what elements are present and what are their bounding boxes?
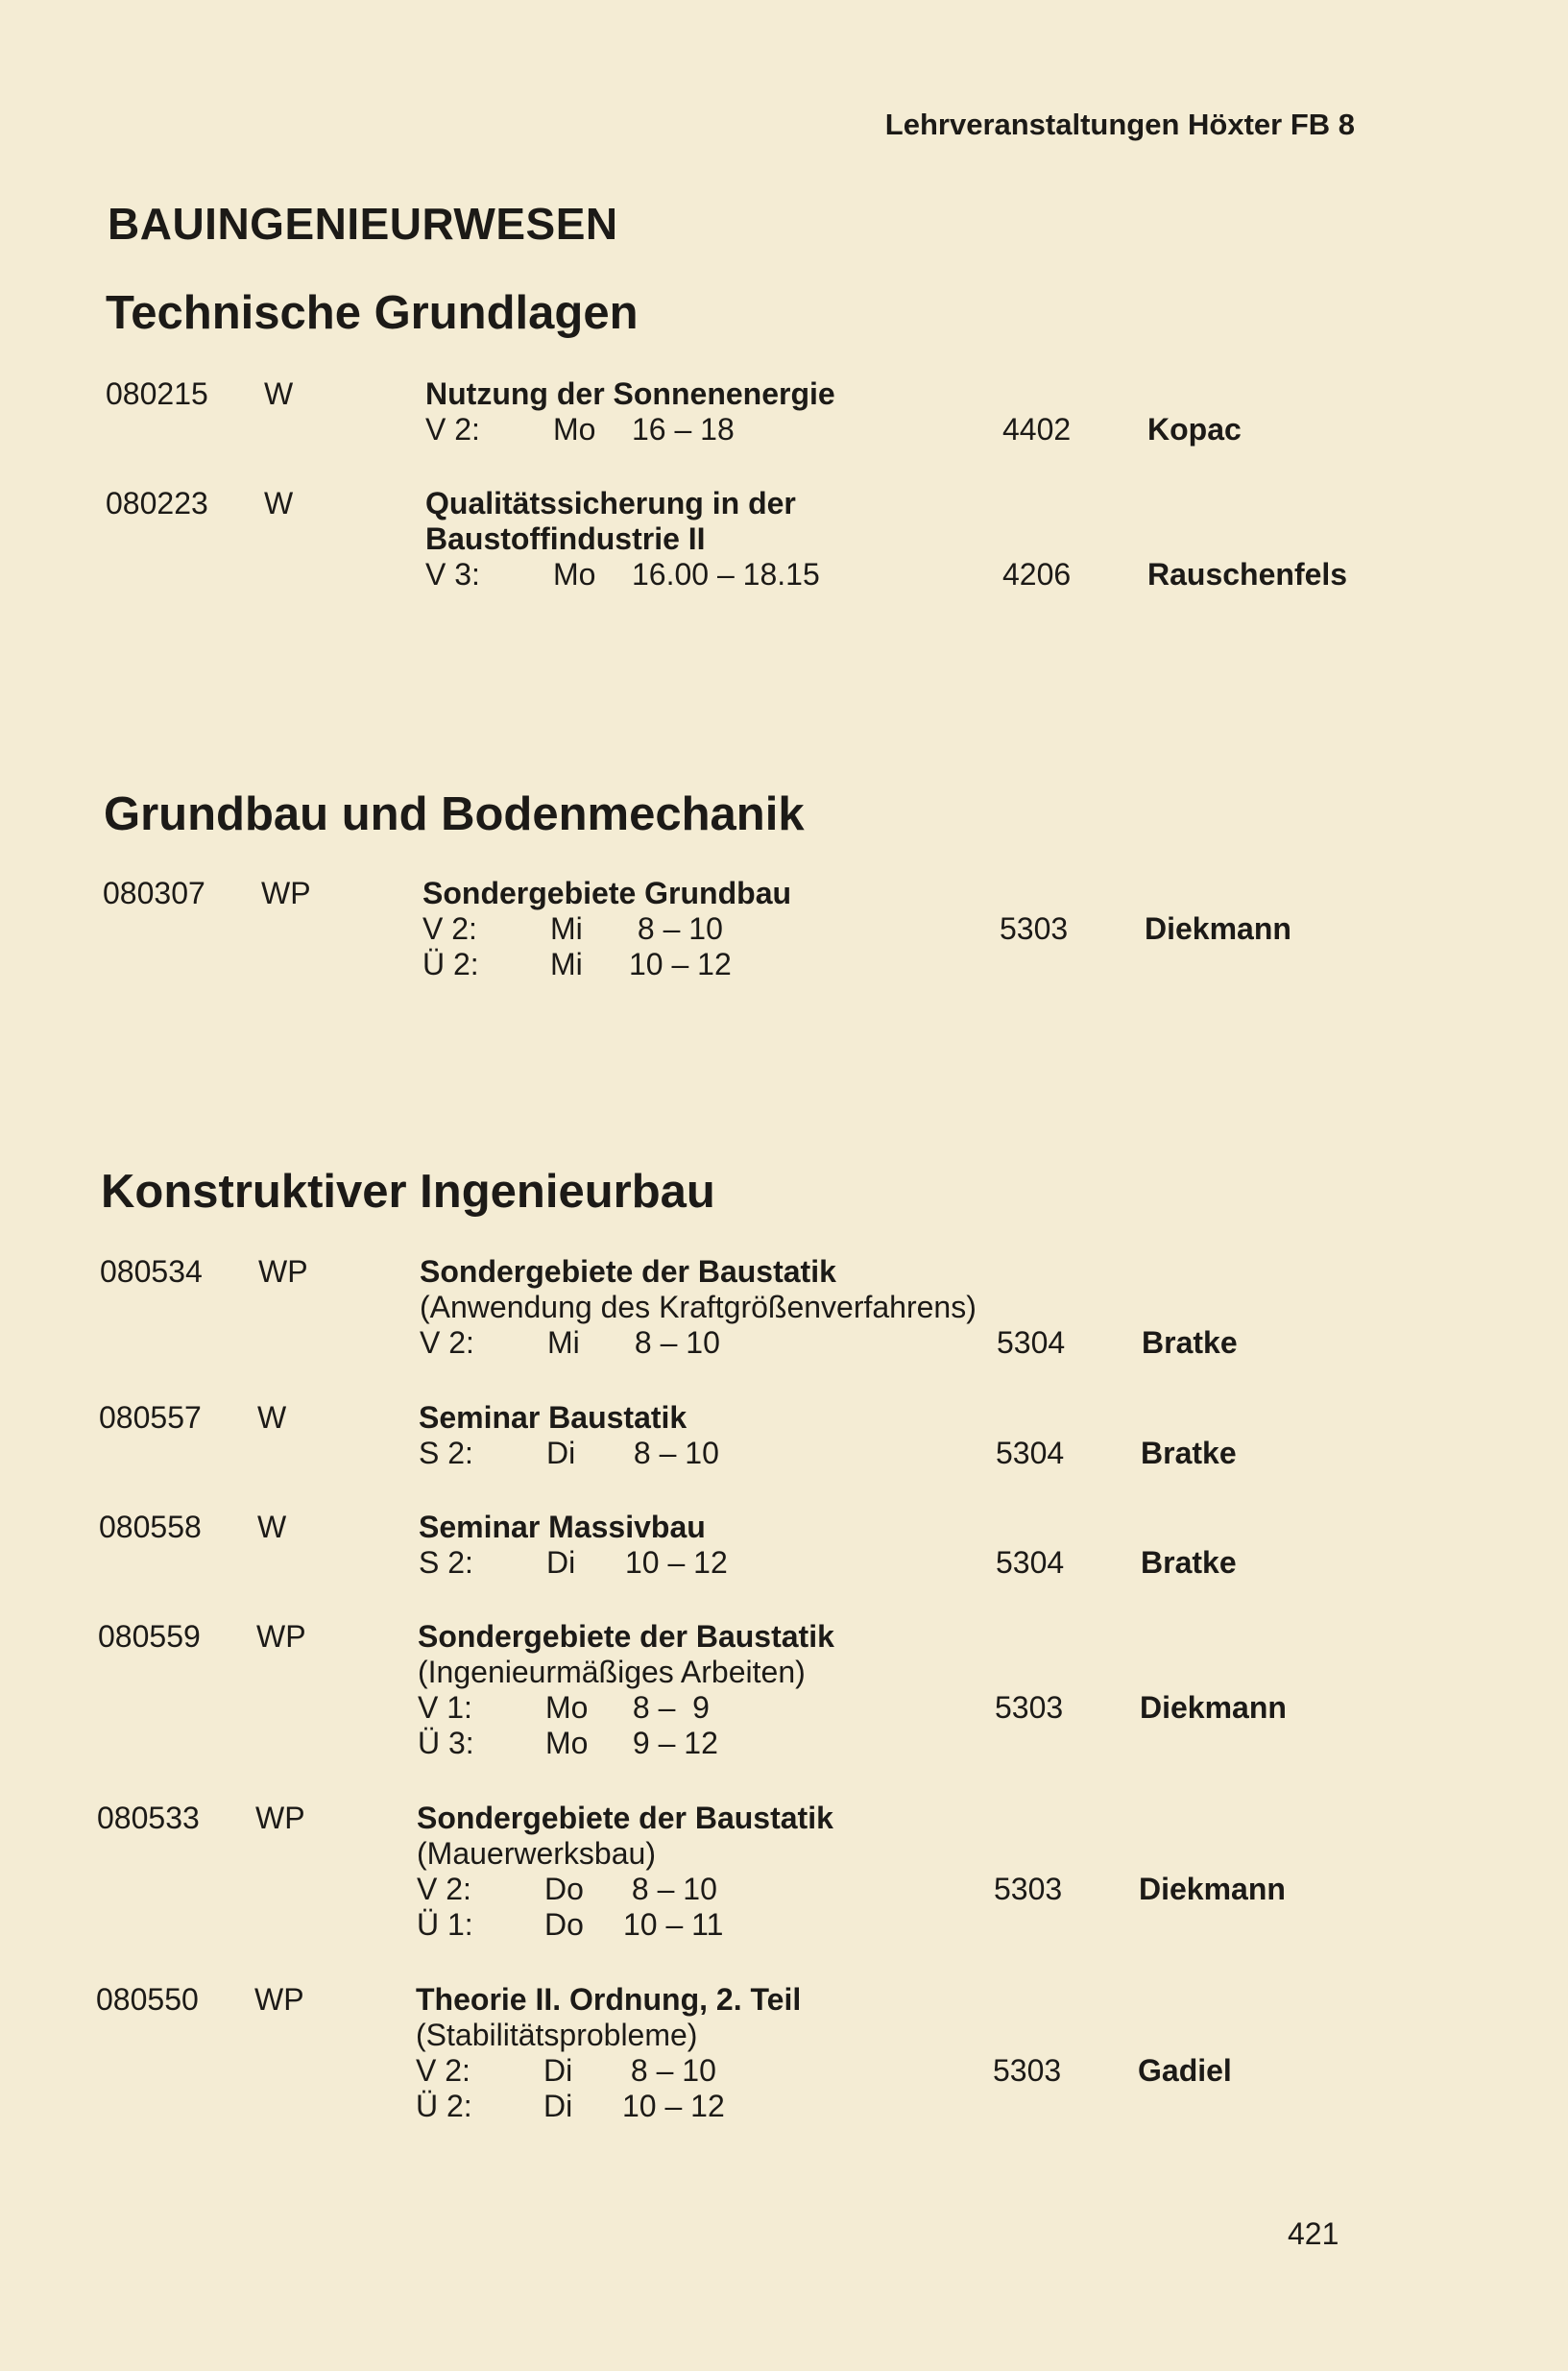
schedule-time: 8 – 10 <box>623 1872 717 1906</box>
course-entry <box>97 1801 1384 1973</box>
course-description <box>425 376 835 448</box>
schedule-time: 10 – 12 <box>629 947 732 981</box>
course-type: WP <box>258 1254 308 1289</box>
course-title: Theorie II. Ordnung, 2. Teil <box>416 1982 802 2017</box>
schedule-kind: Ü 1: <box>417 1907 473 1942</box>
schedule-day: Do <box>544 1872 584 1906</box>
course-description <box>420 1254 977 1361</box>
course-lecturer: Bratke <box>1141 1545 1237 1580</box>
schedule-time: 8 – 10 <box>629 911 723 946</box>
course-description <box>422 876 791 982</box>
schedule-row <box>417 1872 833 1907</box>
schedule-day: Mi <box>550 911 583 946</box>
schedule-row <box>419 1436 719 1471</box>
section-title-technische-grundlagen: Technische Grundlagen <box>106 287 639 339</box>
schedule-time: 8 – 10 <box>626 1325 720 1360</box>
course-lecturer: Bratke <box>1142 1325 1238 1360</box>
schedule-time: 10 – 12 <box>622 2089 725 2123</box>
course-lecturer: Diekmann <box>1139 1872 1286 1906</box>
course-title: Seminar Baustatik <box>419 1400 688 1435</box>
schedule-time: 8 – 10 <box>625 1436 719 1470</box>
schedule-kind: S 2: <box>419 1436 473 1470</box>
schedule-row <box>416 2089 801 2124</box>
schedule-day: Mi <box>547 1325 580 1360</box>
course-title: Baustoffindustrie II <box>425 521 706 556</box>
schedule-day: Mo <box>553 412 596 447</box>
schedule-time: 10 – 11 <box>623 1907 724 1942</box>
course-entry <box>96 1982 1383 2155</box>
schedule-kind: V 3: <box>425 557 480 592</box>
schedule-kind: V 2: <box>417 1872 471 1906</box>
course-title: Sondergebiete der Baustatik <box>420 1254 836 1289</box>
course-room: 5304 <box>996 1436 1065 1470</box>
schedule-row <box>418 1726 834 1761</box>
schedule-kind: S 2: <box>419 1545 473 1580</box>
schedule-kind: V 1: <box>418 1690 472 1725</box>
schedule-kind: Ü 2: <box>422 947 479 981</box>
course-lecturer: Bratke <box>1141 1436 1237 1470</box>
course-subtitle: (Ingenieurmäßiges Arbeiten) <box>418 1655 806 1689</box>
schedule-day: Do <box>544 1907 584 1942</box>
schedule-day: Di <box>543 2089 573 2123</box>
course-number: 080559 <box>98 1619 201 1654</box>
course-subtitle: (Stabilitätsprobleme) <box>416 2018 698 2052</box>
schedule-row <box>418 1690 834 1726</box>
course-number: 080307 <box>103 876 205 910</box>
schedule-kind: V 2: <box>425 412 480 447</box>
course-lecturer: Kopac <box>1147 412 1242 447</box>
course-type: W <box>264 376 294 411</box>
course-lecturer: Rauschenfels <box>1147 557 1348 592</box>
course-room: 4402 <box>1002 412 1072 447</box>
course-type: W <box>257 1400 287 1435</box>
schedule-row <box>425 412 835 448</box>
department-heading: BAUINGENIEURWESEN <box>108 199 618 249</box>
course-description <box>416 1982 801 2124</box>
course-type: WP <box>261 876 311 910</box>
course-entry <box>98 1619 1385 1792</box>
schedule-day: Mo <box>545 1726 589 1760</box>
course-entry <box>106 486 1392 659</box>
course-title: Qualitätssicherung in der <box>425 486 796 520</box>
schedule-row <box>422 947 791 982</box>
course-number: 080223 <box>106 486 208 520</box>
course-type: W <box>257 1510 287 1544</box>
course-number: 080550 <box>96 1982 199 2017</box>
schedule-kind: V 2: <box>416 2053 470 2088</box>
course-number: 080558 <box>99 1510 202 1544</box>
page-number: 421 <box>1288 2216 1339 2251</box>
course-title: Nutzung der Sonnenenergie <box>425 376 835 411</box>
course-room: 5303 <box>994 1872 1063 1906</box>
course-type: WP <box>255 1801 305 1835</box>
schedule-day: Mo <box>553 557 596 592</box>
schedule-time: 8 – 10 <box>622 2053 716 2088</box>
schedule-row <box>422 911 791 947</box>
schedule-day: Mi <box>550 947 583 981</box>
course-type: WP <box>254 1982 304 2017</box>
schedule-time: 9 – 12 <box>624 1726 718 1760</box>
schedule-row <box>416 2053 801 2089</box>
course-number: 080533 <box>97 1801 200 1835</box>
course-title: Sondergebiete Grundbau <box>422 876 792 910</box>
schedule-day: Di <box>543 2053 573 2088</box>
schedule-kind: Ü 3: <box>418 1726 474 1760</box>
course-room: 5303 <box>995 1690 1064 1725</box>
schedule-day: Mo <box>545 1690 589 1725</box>
course-lecturer: Diekmann <box>1145 911 1291 946</box>
section-title-grundbau: Grundbau und Bodenmechanik <box>104 788 805 840</box>
schedule-time: 16 – 18 <box>632 412 735 447</box>
schedule-time: 16.00 – 18.15 <box>632 557 820 592</box>
schedule-row <box>419 1545 728 1581</box>
course-lecturer: Diekmann <box>1140 1690 1287 1725</box>
course-number: 080215 <box>106 376 208 411</box>
course-lecturer: Gadiel <box>1138 2053 1232 2088</box>
course-subtitle: (Mauerwerksbau) <box>417 1836 656 1871</box>
schedule-row <box>420 1325 977 1361</box>
course-description <box>419 1400 719 1471</box>
schedule-day: Di <box>546 1436 576 1470</box>
schedule-row <box>417 1907 833 1943</box>
course-number: 080534 <box>100 1254 203 1289</box>
course-room: 5304 <box>997 1325 1066 1360</box>
schedule-time: 8 – 9 <box>624 1690 710 1725</box>
schedule-kind: Ü 2: <box>416 2089 472 2123</box>
course-type: WP <box>256 1619 306 1654</box>
course-title: Sondergebiete der Baustatik <box>418 1619 834 1654</box>
course-title: Seminar Massivbau <box>419 1510 706 1544</box>
course-room: 5303 <box>1000 911 1069 946</box>
course-description <box>419 1510 728 1581</box>
course-number: 080557 <box>99 1400 202 1435</box>
section-title-konstruktiver-ingenieurbau: Konstruktiver Ingenieurbau <box>101 1166 715 1218</box>
schedule-kind: V 2: <box>420 1325 474 1360</box>
course-entry <box>103 876 1389 1049</box>
running-head: Lehrveranstaltungen Höxter FB 8 <box>884 108 1355 141</box>
course-description <box>417 1801 833 1943</box>
schedule-row <box>425 557 820 593</box>
course-type: W <box>264 486 294 520</box>
schedule-day: Di <box>546 1545 576 1580</box>
schedule-time: 10 – 12 <box>625 1545 728 1580</box>
course-description <box>418 1619 834 1761</box>
course-room: 5304 <box>996 1545 1065 1580</box>
course-description <box>425 486 820 593</box>
course-subtitle: (Anwendung des Kraftgrößenverfahrens) <box>420 1290 977 1324</box>
course-room: 4206 <box>1002 557 1072 592</box>
course-room: 5303 <box>993 2053 1062 2088</box>
course-title: Sondergebiete der Baustatik <box>417 1801 833 1835</box>
schedule-kind: V 2: <box>422 911 477 946</box>
